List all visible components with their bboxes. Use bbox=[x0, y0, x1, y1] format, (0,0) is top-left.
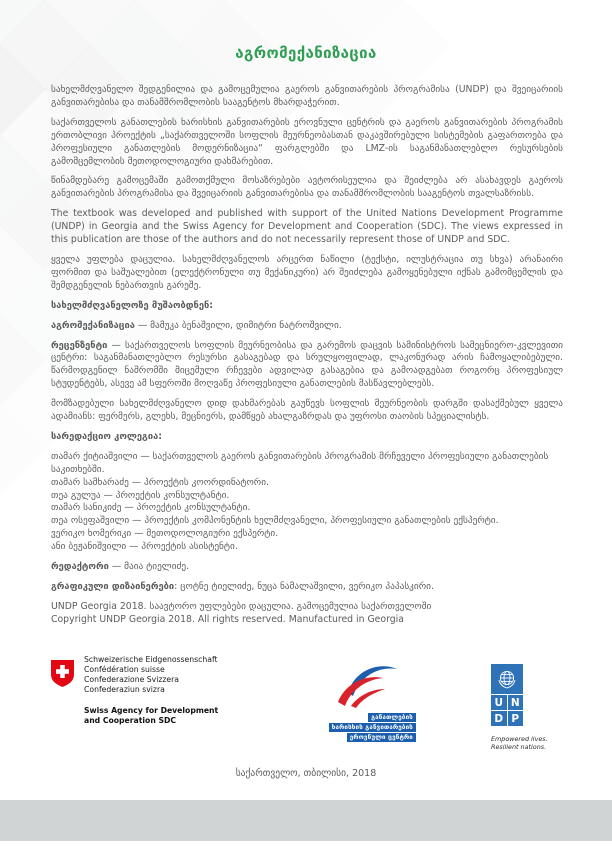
copyright-english: Copyright UNDP Georgia 2018. All rights reserved. Manufactured in Georgia bbox=[51, 613, 404, 625]
footer-bar bbox=[0, 800, 612, 841]
editorial-member: თეა ოსეფაშვილი — პროექტის კომპონენტის ხელმძღვანელი, პროფესიული განათლების ექსპერტი. bbox=[51, 515, 499, 527]
colophon-text bbox=[51, 84, 563, 648]
undp-letter: P bbox=[508, 711, 524, 726]
eqe-swoosh-icon bbox=[334, 660, 400, 712]
editorial-board-list bbox=[51, 451, 563, 554]
publication-place: საქართველო, თბილისი, 2018 bbox=[235, 768, 377, 779]
eqe-name-line: განათლების bbox=[368, 713, 416, 722]
book-authors: — მამუკა ბენაშვილი, დიმიტრი ნატროშვილი. bbox=[134, 319, 342, 331]
audience-paragraph: მომზადებული სახელმძღვანელო დიდ დახმარებას გაუწევს სოფლის მეურნეობის დარგში დასაქმებულ ყველა ადამიანს: ფერმერს, გლეხს, მეცნიერს, დამწყებ ახალგაზრდას და უფროსი თაობის სპეციალისტს. bbox=[51, 398, 563, 423]
reviewer-label: რეცენზენტი bbox=[51, 339, 108, 351]
paragraph-rights-ka: ყველა უფლება დაცულია. სახელმძღვანელოს არცერთ ნაწილი (ტექსტი, ილუსტრაცია თუ სხვა) არანაირი ფორმით და საშუალებით (ელექტრონული თუ მექანიკური) არ შეიძლება გამოყენებული იქნას გამომცემლის და შემდგენელის ნებართვის გარეშე. bbox=[51, 253, 563, 291]
editor-name: — მაია ტიელიძე. bbox=[108, 561, 190, 573]
undp-letter: N bbox=[508, 695, 524, 710]
undp-letter: U bbox=[491, 695, 507, 710]
designers-line bbox=[51, 581, 563, 594]
sdc-agency-name: Swiss Agency for Development and Cooperation SDC bbox=[84, 706, 219, 725]
undp-logo-box bbox=[491, 664, 523, 726]
editorial-member: თეა გულუა — პროექტის კონსულტანტი. bbox=[51, 489, 230, 501]
sdc-logo bbox=[50, 655, 218, 726]
designers-label: გრაფიკული დიზაინერები bbox=[51, 581, 175, 592]
editorial-board-heading: სარედაქციო კოლეგია: bbox=[51, 430, 162, 442]
swiss-shield-icon bbox=[50, 659, 75, 726]
copyright-block bbox=[51, 601, 563, 627]
book-authors-line bbox=[51, 320, 563, 333]
swiss-confederation-names: Schweizerische Eidgenossenschaft Confédération suisse Confederazione Svizzera Confederaziun svizra bbox=[84, 655, 218, 694]
paragraph-support-en: The textbook was developed and published with support of the United Nations Development Programme (UNDP) in Georgia and the Swiss Agency for Development and Cooperation (SDC). The views expressed in this publication are those of the authors and do not necessarily represent those of UNDP and SDC. bbox=[51, 208, 563, 246]
editor-label: რედაქტორი bbox=[51, 561, 109, 573]
reviewer-line bbox=[51, 340, 563, 392]
editorial-member: თამარ სანიკიძე — პროექტის კონსულტანტი. bbox=[51, 502, 251, 514]
undp-tagline: Empowered lives. Resilient nations. bbox=[491, 735, 548, 752]
paragraph-support-ka: სახელმძღვანელო შედგენილია და გამოცემულია გაეროს განვითარების პროგრამისა (UNDP) და შვეიცარიის განვითარებისა და თანამშრომლობის სააგენტოს მხარდაჭერით. bbox=[51, 84, 563, 108]
eqe-name-line: ხარისხის განვითარების bbox=[329, 723, 416, 732]
editorial-member: თამარ სამხარაძე — პროექტის კოორდინატორი. bbox=[51, 476, 269, 488]
copyright-georgian: UNDP Georgia 2018. საავტორო უფლებები დაცულია. გამოცემულია საქართველოში bbox=[51, 600, 432, 612]
designers-names: : ცოტნე ტიელიძე, ნუცა ნამალაშვილი, ვერიკო პაპასკირი. bbox=[174, 581, 434, 592]
worked-on-heading: სახელმძღვანელოზე მუშაობდნენ: bbox=[51, 299, 213, 311]
book-title-label: აგრომექანიზაცია bbox=[51, 319, 135, 331]
undp-letter-grid bbox=[491, 695, 523, 726]
eqe-name-line: ეროვნული ცენტრი bbox=[347, 733, 416, 742]
paragraph-disclaimer-ka: წინამდებარე გამოცემაში გამოთქმული მოსაზრებები ავტორისეულია და შეიძლება არ ასახავდეს გაეროს განვითარების პროგრამისა და შვეიცარიის განვითარებისა და თანამშრომლობის სააგენტოს თვალსაზრისს. bbox=[51, 175, 563, 200]
editorial-member: ანი ბეჟანიშვილი — პროექტის ასისტენტი. bbox=[51, 541, 238, 553]
editor-line bbox=[51, 561, 563, 574]
editorial-member: თამარ ქიტიაშვილი — საქართველოს გაეროს განვითარების პროგრამის მრჩეველი პროფესიული განათლების საკითხებში. bbox=[51, 450, 549, 475]
paragraph-project-ka: საქართველოს განათლების ხარისხის განვითარების ეროვნული ცენტრის და გაეროს განვითარების პროგრამის ერთობლივი პროექტის „საქართველოში სოფლის მეურნეობასთან დაკავშირებული სისტემების გაფართოება და პროფესიული განათლების მოდერნიზაცია“ ფარგლებში და LMZ-ის საგანმანათლებლო რესურსების გამომცემლობის მეთოდოლოგიური დახმარებით. bbox=[51, 116, 563, 167]
undp-letter: D bbox=[491, 711, 507, 726]
reviewer-text: — საქართველოს სოფლის მეურნეობისა და გარემოს დაცვის სამინისტროს სამეცნიერო-კვლევითი ცენტრი: საგანმანათლებლო რესურსი გასაგებად და სრულყოფილად, ლაკონურად არის ჩამოყალიბებული. წარმოდგენილ ნაშრომში მიცემული რჩევები ადვილად გასაგებია და გამოადგებათ როგორც პროფესიულ სტუდენტებს, ასევე ამ სფეროში მოღვაწე პროფესიული განათლების მასწავლებლებს. bbox=[51, 339, 563, 390]
eqe-logo bbox=[320, 660, 416, 742]
un-emblem-icon bbox=[491, 664, 523, 694]
editorial-member: ვერიკო ხომერიკი — მეთოდოლოგიური ექსპერტი. bbox=[51, 528, 279, 540]
undp-logo bbox=[491, 664, 569, 751]
page-title: აგრომექანიზაცია bbox=[235, 44, 377, 62]
